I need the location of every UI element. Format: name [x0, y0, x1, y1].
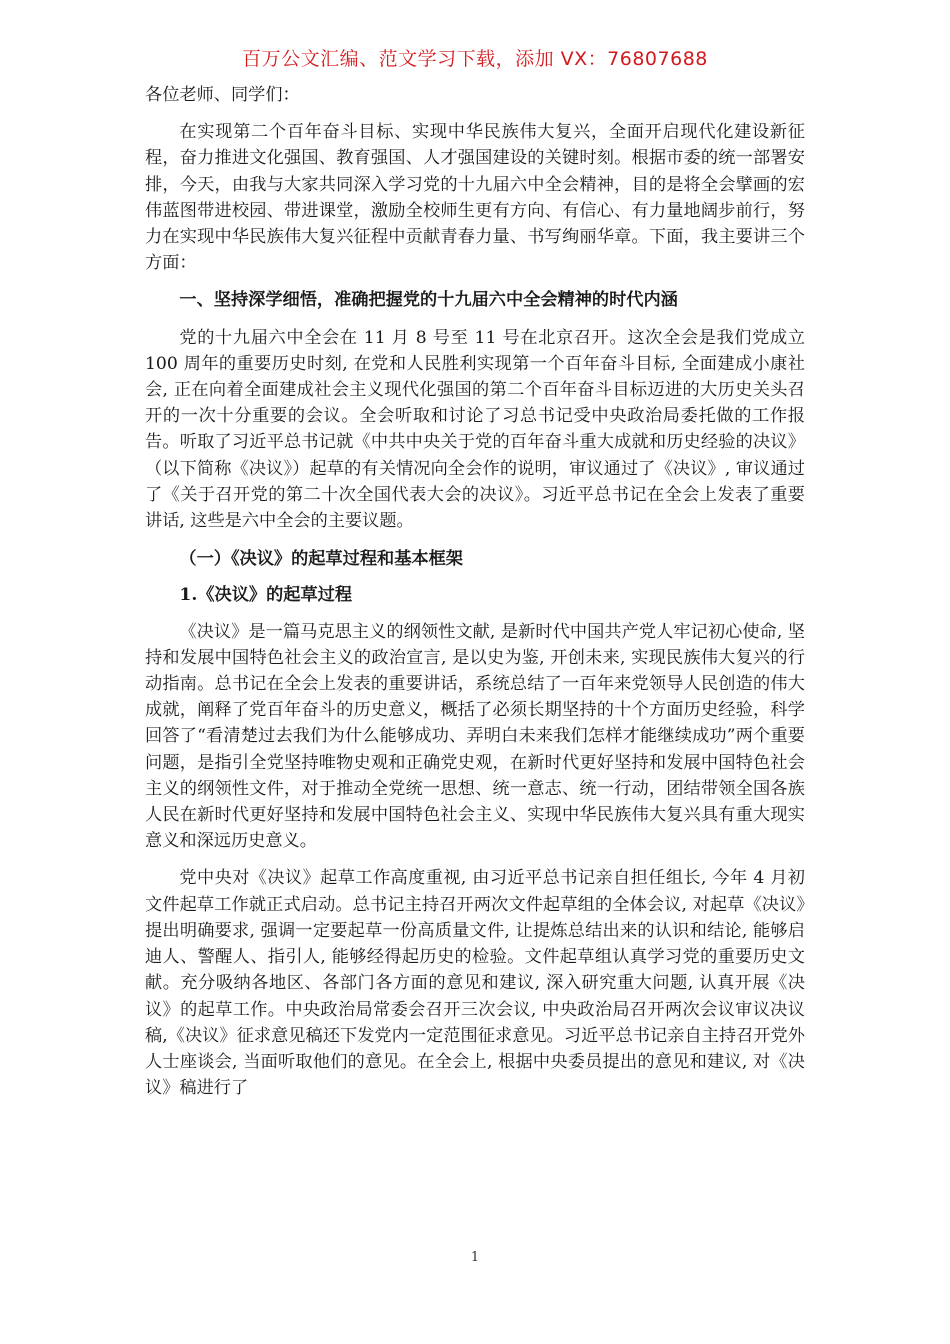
salutation: 各位老师、同学们： — [145, 85, 300, 105]
document-body — [145, 82, 805, 1112]
item-1-heading: 1.《决议》的起草过程 — [179, 585, 353, 606]
section-1-heading: 一、坚持深学细悟，准确把握党的十九届六中全会精神的时代内涵 — [179, 290, 678, 311]
section-1-paragraph: 党的十九届六中全会在 11 月 8 号至 11 号在北京召开。这次全会是我们党成立 100 周年的重要历史时刻, 在党和人民胜利实现第一个百年奋斗目标, 全面建成小康社会, 正在向着全面建成社会主义现代化强国的第二个百年奋斗目标迈进的大历史关头召开的一次十分重要的会议。全会听取和讨论了习总书记受中央政治局委托做的工作报告。听取了习近平总书记就《中共中央关于党的百年奋斗重大成就和历史经验的决议》（以下简称《决议》）起草的有关情况向全会作的说明，审议通过了《决议》, 审议通过了《关于召开党的第二十次全国代表大会的决议》。习近平总书记在全会上发表了重要讲话, 这些是六中全会的主要议题。 — [145, 327, 805, 532]
item-1-paragraph-1: 《决议》是一篇马克思主义的纲领性文献, 是新时代中国共产党人牢记初心使命, 坚持和发展中国特色社会主义的政治宣言, 是以史为鉴, 开创未来, 实现民族伟大复兴的行动指南。总书记在全会上发表的重要讲话，系统总结了一百年来党领导人民创造的伟大成就，阐释了党百年奋斗的历史意义，概括了必须长期坚持的十个方面历史经验，科学回答了“看清楚过去我们为什么能够成功、弄明白未来我们怎样才能继续成功”两个重要问题，是指引全党坚持唯物史观和正确党史观，在新时代更好坚持和发展中国特色社会主义的纲领性文件，对于推动全党统一思想、统一意志、统一行动，团结带领全国各族人民在新时代更好坚持和发展中国特色社会主义、实现中华民族伟大复兴具有重大现实意义和深远历史意义。 — [145, 621, 805, 852]
intro-paragraph: 在实现第二个百年奋斗目标、实现中华民族伟大复兴，全面开启现代化建设新征程，奋力推进文化强国、教育强国、人才强国建设的关键时刻。根据市委的统一部署安排，今天，由我与大家共同深入学习党的十九届六中全会精神，目的是将全会擘画的宏伟蓝图带进校园、带进课堂，激励全校师生更有方向、有信心、有力量地阔步前行，努力在实现中华民族伟大复兴征程中贡献青春力量、书写绚丽华章。下面，我主要讲三个方面： — [145, 122, 805, 274]
page-number: 1 — [470, 1250, 480, 1265]
item-1-paragraph-2: 党中央对《决议》起草工作高度重视, 由习近平总书记亲自担任组长, 今年 4 月初文件起草工作就正式启动。总书记主持召开两次文件起草组的全体会议, 对起草《决议》提出明确要求, 强调一定要起草一份高质量文件, 让提炼总结出来的认识和结论, 能够启迪人、警醒人、指引人, 能够经得起历史的检验。文件起草组认真学习党的重要历史文献。充分吸纳各地区、各部门各方面的意见和建议, 深入研究重大问题, 认真开展《决议》的起草工作。中央政治局常委会召开三次会议, 中央政治局召开两次会议审议决议稿,《决议》征求意见稿还下发党内一定范围征求意见。习近平总书记亲自主持召开党外人士座谈会, 当面听取他们的意见。在全会上, 根据中央委员提出的意见和建议, 对《决议》稿进行了 — [145, 868, 805, 1099]
promo-banner: 百万公文汇编、范文学习下载，添加 VX：76807688 — [242, 48, 708, 70]
subsection-1-heading: （一）《决议》的起草过程和基本框架 — [179, 549, 463, 570]
